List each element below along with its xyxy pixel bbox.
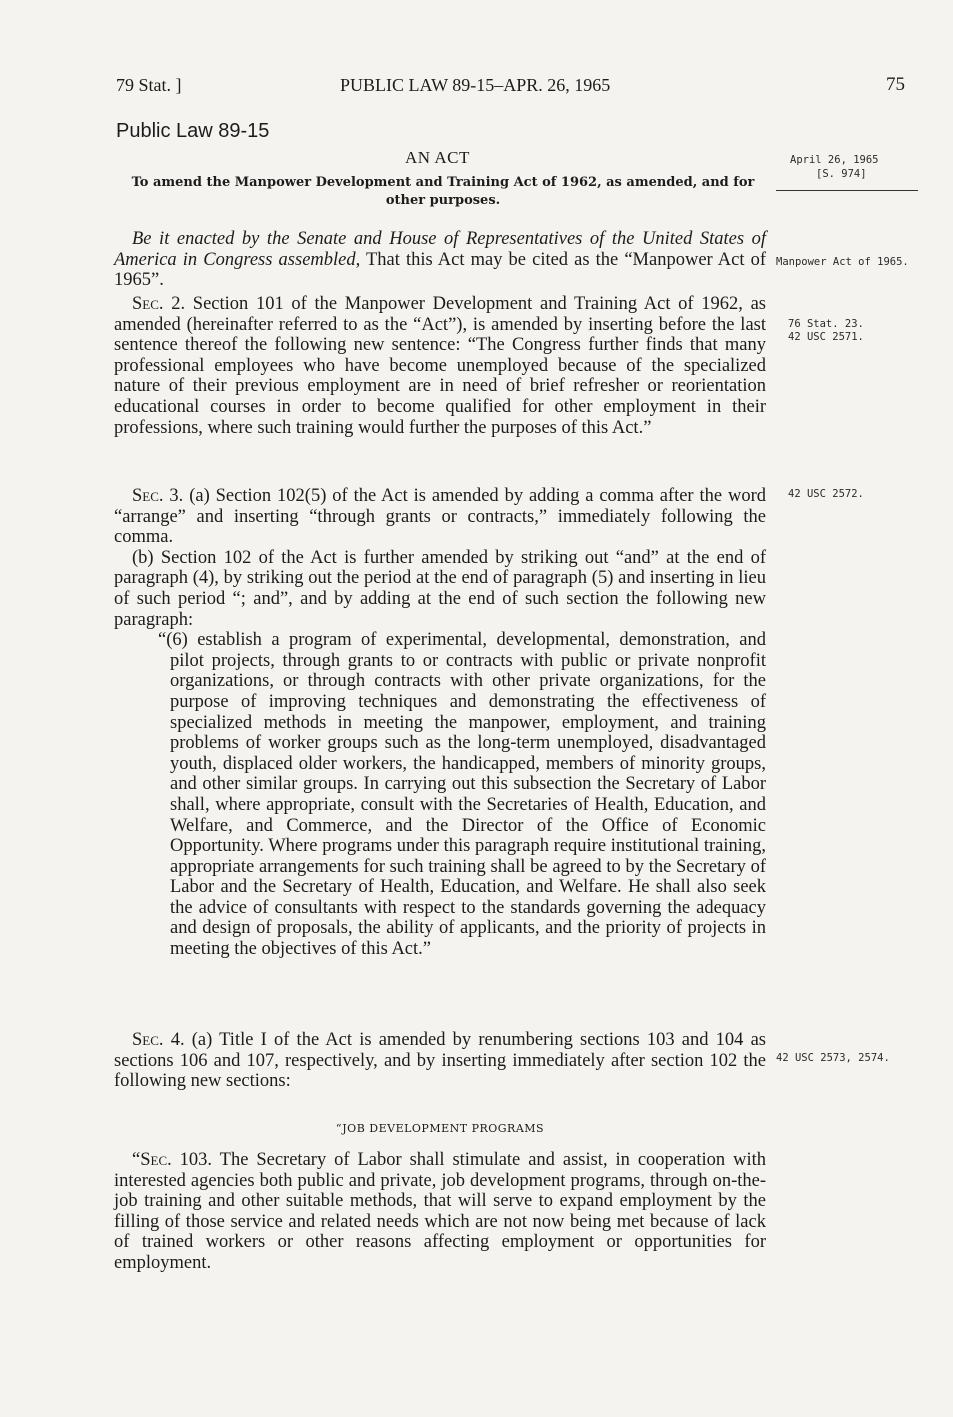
public-law-label: Public Law 89-15 [116,120,270,142]
section-4-text: (a) Title I of the Act is amended by renumbering sections 103 and 104 as sections 106 and 107, respectively, and by inserting immediately after section 102 the following new sections: [114,1030,767,1092]
section-103-label: “Sec. 103. [132,1150,213,1170]
section-2-label: Sec. 2. [132,294,186,314]
margin-date: April 26, 1965 [790,154,879,166]
paragraph-6-text: “(6) establish a program of experimental, developmental, demonstration, and pilot projects, through grants to or contracts with public or private nonprofit organizations, or through contracts with other private organizations, for the purpose of improving techniques and demonstrating the effectiveness of specialized methods in meeting the manpower, employment, and training problems of worker groups such as the long-term unemployed, disadvantaged youth, displaced older workers, the handicapped, members of minority groups, and other similar groups. In carrying out this subsection the Secretary of Labor shall, where appropriate, consult with the Secretaries of Health, Education, and Welfare, and Commerce, and the Director of the Office of Economic Opportunity. Where programs under this paragraph require institutional training, appropriate arrangements for such training shall be agreed to by the Secretary of Labor and the Secretary of Health, Education, and Welfare. He shall also seek the advice of consultants with respect to the standards governing the adequacy and design of proposals, the ability of applicants, and the priority of projects in meeting the objectives of this Act.” [158,630,766,960]
enacting-rest: That this Act may be cited as the “Manpower Act of 1965”. [114,249,766,291]
running-header: PUBLIC LAW 89-15–APR. 26, 1965 [340,75,611,95]
margin-stat-ref: 76 Stat. 23. [788,318,864,330]
page-number: 75 [886,74,905,95]
enacting-clause [114,229,766,291]
section-2 [114,294,766,438]
section-3a-text: (a) Section 102(5) of the Act is amended by adding a comma after the word “arrange” and inserting “through grants or contracts,” immediately following the comma. [114,486,766,548]
margin-bill-number: [S. 974] [816,168,867,180]
margin-rule [776,190,918,191]
margin-usc-2573: 42 USC 2573, 2574. [776,1052,890,1064]
section-103 [114,1150,766,1274]
section-103-text: The Secretary of Labor shall stimulate and assist, in cooperation with interested agencies both public and private, job development programs, through on-the-job training and other suitable methods, that will serve to expand employment by the filling of those service and related needs which are not now being met because of lack of trained workers or other reasons affecting employment or opportunities for employment. [114,1150,766,1273]
section-4 [114,1030,766,1092]
section-3-label: Sec. 3. [132,486,184,506]
enacting-formula: Be it enacted by the Senate and House of Representatives of the United States of America in Congress assembled, [114,229,766,270]
margin-short-title: Manpower Act of 1965. [776,256,909,268]
margin-usc-2571: 42 USC 2571. [788,331,864,343]
section-4-label: Sec. 4. [132,1030,185,1050]
job-development-heading: “JOB DEVELOPMENT PROGRAMS [335,1122,545,1135]
act-purpose: To amend the Manpower Development and Training Act of 1962, as amended, and for other purposes. [131,175,755,208]
section-3 [114,486,766,960]
act-title: AN ACT [405,148,470,167]
margin-usc-2572: 42 USC 2572. [788,488,864,500]
section-3b-text: (b) Section 102 of the Act is further amended by striking out “and” at the end of paragraph (4), by striking out the period at the end of paragraph (5) and inserting in lieu of such period “; and”, and by adding at the end of such section the following new paragraph: [114,547,766,630]
volume-reference: 79 Stat. ] [116,75,182,95]
section-2-text: Section 101 of the Manpower Development and Training Act of 1962, as amended (hereinafter referred to as the “Act”), is amended by inserting before the last sentence thereof the following new sentence: “The Congress further finds that many professional employees who have become unemployed because of the specialized nature of their previous employment are in need of brief refresher or reorientation educational courses in order to become qualified for other employment in their professions, where such training would further the purposes of this Act.” [114,294,766,438]
